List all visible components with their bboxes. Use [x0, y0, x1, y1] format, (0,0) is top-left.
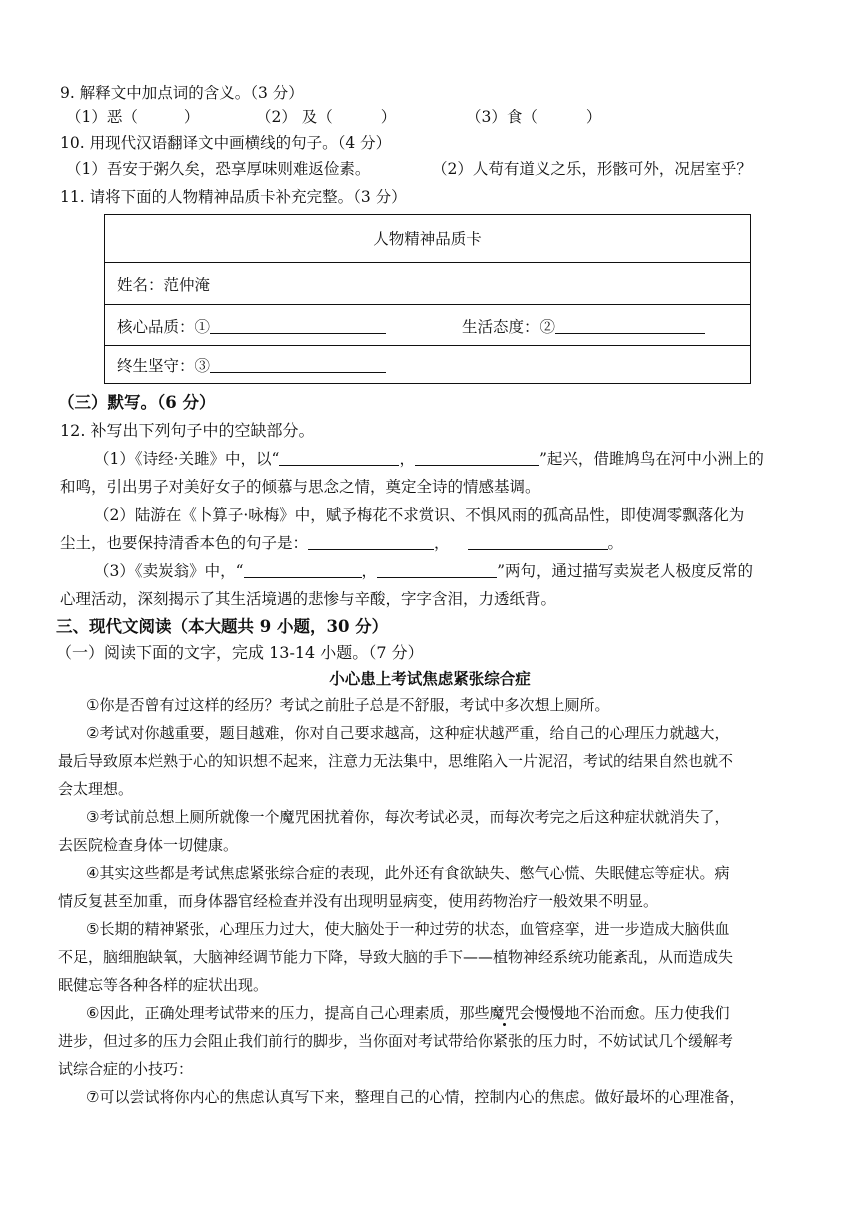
q12-2-line-b: 尘土，也要保持清香本色的句子是： ， 。: [60, 534, 624, 552]
q12-1-blank-2[interactable]: [415, 449, 539, 466]
q12-stem: 12. 补写出下列句子中的空缺部分。: [60, 421, 315, 440]
dotted-word-mozhou: 魔咒: [489, 1004, 520, 1022]
card-persist: 终生坚守：③: [117, 355, 386, 377]
card-name: 姓名：范仲淹: [117, 276, 211, 294]
q12-1-line-a: （1）《诗经·关雎》中，以“ ， ”起兴，借雎鸠鸟在河中小洲上的: [94, 450, 764, 468]
card-name-row: [105, 262, 750, 305]
card-persist-row: [105, 345, 750, 383]
character-quality-card: [104, 214, 751, 384]
article-paragraph-3-line-1: ③考试前总想上厕所就像一个魔咒困扰着你，每次考试必灵，而每次考完之后这种症状就消失了，: [86, 808, 730, 826]
article-paragraph-3-line-2: 去医院检查身体一切健康。: [58, 836, 239, 854]
q10-item-1: （1）吾安于粥久矣，恐享厚味则难返俭素。: [66, 160, 371, 178]
q12-3-blank-2[interactable]: [377, 561, 497, 578]
q12-2-blank-1[interactable]: [308, 533, 434, 550]
q12-3-line-a: （3）《卖炭翁》中，“ ， ”两句，通过描写卖炭老人极度反常的: [94, 562, 753, 580]
q12-1-blank-1[interactable]: [279, 449, 399, 466]
article-paragraph-5-line-3: 眠健忘等各种各样的症状出现。: [58, 976, 269, 994]
q12-1-line-b: 和鸣，引出男子对美好女子的倾慕与思念之情，奠定全诗的情感基调。: [60, 478, 541, 496]
q12-2-line-a: （2）陆游在《卜算子·咏梅》中，赋予梅花不求赏识、不惧风雨的孤高品性，即使凋零飘落化为: [94, 506, 745, 524]
card-core-quality: 核心品质：①: [117, 316, 386, 338]
q9-item-2: （2） 及（ ）: [256, 108, 397, 126]
article-paragraph-6-line-1: ⑥因此，正确处理考试带来的压力，提高自己心理素质，那些魔咒会慢慢地不治而愈。压力使我们: [86, 1004, 730, 1022]
q9-item-3: （3）食（ ）: [466, 108, 602, 126]
q10-item-2: （2）人苟有道义之乐，形骸可外，况居室乎？: [432, 160, 752, 178]
persist-blank[interactable]: [210, 356, 386, 373]
article-paragraph-4-line-2: 情反复甚至加重，而身体器官经检查并没有出现明显病变，使用药物治疗一般效果不明显。: [58, 892, 659, 910]
article-paragraph-2-line-1: ②考试对你越重要，题目越难，你对自己要求越高，这种症状越严重，给自己的心理压力就越大，: [86, 724, 730, 742]
article-paragraph-1: ①你是否曾有过这样的经历？考试之前肚子总是不舒服，考试中多次想上厕所。: [86, 696, 610, 714]
article-paragraph-2-line-3: 会太理想。: [58, 780, 134, 798]
q11-stem: 11. 请将下面的人物精神品质卡补充完整。（3 分）: [60, 188, 407, 206]
life-attitude-blank[interactable]: [555, 317, 705, 334]
part-3-heading: 三、现代文阅读（本大题共 9 小题，30 分）: [56, 617, 389, 636]
q12-3-blank-1[interactable]: [244, 561, 362, 578]
q10-stem: 10. 用现代汉语翻译文中画横线的句子。（4 分）: [60, 134, 392, 152]
article-paragraph-4-line-1: ④其实这些都是考试焦虑紧张综合症的表现，此外还有食欲缺失、憋气心慌、失眠健忘等症状。病: [86, 864, 730, 882]
article-paragraph-2-line-2: 最后导致原本烂熟于心的知识想不起来，注意力无法集中，思维陷入一片泥沼，考试的结果自然也就不: [58, 752, 734, 770]
article-paragraph-6-line-3: 试综合症的小技巧：: [58, 1060, 194, 1078]
q12-2-blank-2[interactable]: [468, 533, 608, 550]
card-life-attitude: 生活态度：②: [462, 316, 705, 338]
article-paragraph-5-line-2: 不足，脑细胞缺氧，大脑神经调节能力下降，导致大脑的手下——植物神经系统功能紊乱，从而造成失: [58, 948, 734, 966]
article-paragraph-7-line-1: ⑦可以尝试将你内心的焦虑认真写下来，整理自己的心情，控制内心的焦虑。做好最坏的心理准备，: [86, 1088, 745, 1106]
article-paragraph-6-line-2: 进步，但过多的压力会阻止我们前行的脚步，当你面对考试带给你紧张的压力时，不妨试试几个缓解考: [58, 1032, 734, 1050]
part-3-subheading: （一）阅读下面的文字，完成 13-14 小题。（7 分）: [56, 643, 424, 662]
card-title: 人物精神品质卡: [373, 230, 482, 248]
card-title-row: [105, 215, 750, 263]
q9-stem: 9. 解释文中加点词的含义。（3 分）: [60, 84, 304, 102]
card-quality-row: [105, 304, 750, 346]
article-title: 小心患上考试焦虑紧张综合症: [329, 669, 531, 688]
q12-3-line-b: 心理活动，深刻揭示了其生活境遇的悲惨与辛酸，字字含泪，力透纸背。: [60, 590, 557, 608]
q9-item-1: （1）恶（ ）: [66, 108, 200, 126]
article-paragraph-5-line-1: ⑤长期的精神紧张，心理压力过大，使大脑处于一种过劳的状态，血管痉挛，进一步造成大脑供血: [86, 920, 730, 938]
core-quality-blank[interactable]: [210, 317, 386, 334]
section-3-heading: （三）默写。（6 分）: [58, 393, 216, 412]
